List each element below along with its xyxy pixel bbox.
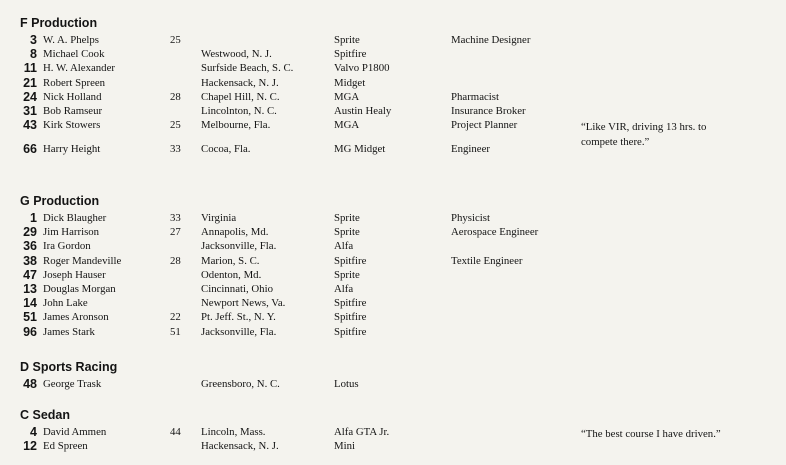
entry-row [20,104,780,118]
entry-row [20,90,780,104]
car-model: Spitfire [334,254,367,267]
car-model: Sprite [334,212,360,224]
car-number: 47 [23,267,37,282]
section-heading: G Production [20,194,100,208]
car-number: 14 [23,296,37,311]
driver-name: John Lake [43,297,88,310]
quote-line: “The best course I have driven.” [581,428,721,440]
quote-best-course [581,427,721,442]
driver-age: 51 [170,325,181,338]
car-model: Lotus [334,378,359,390]
entry-row [20,76,780,90]
car-number: 21 [23,75,37,90]
hometown: Jacksonville, Fla. [201,240,277,253]
car-number: 1 [30,211,37,225]
driver-name: George Trask [43,378,102,390]
car-number: 13 [23,281,37,296]
driver-name: Michael Cook [43,48,105,61]
driver-name: Robert Spreen [43,76,106,89]
driver-name: Kirk Stowers [43,119,101,132]
entry-row [20,325,780,339]
hometown: Chapel Hill, N. C. [201,90,280,103]
entry-row [20,47,780,61]
driver-name: Ed Spreen [43,440,88,453]
driver-name: James Aronson [43,311,109,324]
driver-name: H. W. Alexander [43,62,115,75]
driver-age: 25 [170,34,181,46]
car-number: 4 [30,425,37,439]
car-model: MGA [334,90,360,103]
car-model: Midget [334,76,366,89]
car-number: 43 [23,118,37,133]
car-number: 3 [30,33,37,47]
car-model: Austin Healy [334,104,392,117]
car-number: 36 [23,239,37,254]
driver-name: Joseph Hauser [43,268,106,281]
car-number: 51 [23,310,37,325]
entry-row [20,211,780,225]
driver-name: Nick Holland [43,90,102,103]
occupation: Insurance Broker [451,104,526,117]
entry-row [20,61,780,75]
driver-age: 28 [170,254,181,267]
car-number: 12 [23,439,37,454]
hometown: Surfside Beach, S. C. [201,62,294,75]
hometown: Jacksonville, Fla. [201,325,277,338]
driver-age: 33 [170,212,181,224]
driver-name: Jim Harrison [43,226,100,239]
driver-age: 22 [170,311,181,324]
car-model: Sprite [334,226,360,239]
hometown: Virginia [201,212,237,224]
hometown: Newport News, Va. [201,297,286,310]
entry-row [20,310,780,324]
car-number: 48 [23,377,37,391]
occupation: Engineer [451,143,490,156]
driver-age: 33 [170,143,181,156]
car-model: MG Midget [334,143,386,156]
entry-row [20,296,780,310]
section-heading: C Sedan [20,408,71,422]
hometown: Hackensack, N. J. [201,440,279,453]
entry-row [20,239,780,253]
car-number: 31 [23,103,37,118]
entry-row [20,282,780,296]
hometown: Melbourne, Fla. [201,119,271,132]
driver-name: Bob Ramseur [43,104,103,117]
car-number: 66 [23,142,37,157]
driver-name: Dick Blaugher [43,212,107,224]
driver-name: Ira Gordon [43,240,91,253]
entry-row [20,33,780,47]
driver-age: 44 [170,426,181,438]
car-number: 11 [23,61,37,76]
car-model: Mini [334,440,355,453]
driver-name: Harry Height [43,143,101,156]
hometown: Odenton, Md. [201,268,262,281]
driver-name: Roger Mandeville [43,254,122,267]
occupation: Aerospace Engineer [451,226,539,239]
car-model: Spitfire [334,325,367,338]
hometown: Lincoln, Mass. [201,426,266,438]
entry-row [20,268,780,282]
hometown: Annapolis, Md. [201,226,269,239]
car-model: Sprite [334,34,360,46]
driver-age: 28 [170,90,181,103]
car-number: 38 [23,253,37,268]
hometown: Greensboro, N. C. [201,378,280,390]
quote-line: compete there.” [581,136,650,148]
car-number: 24 [23,89,37,104]
driver-name: W. A. Phelps [43,34,99,46]
hometown: Cincinnati, Ohio [201,282,273,295]
hometown: Hackensack, N. J. [201,76,279,89]
section-g-production [20,194,780,339]
driver-age: 25 [170,119,181,132]
occupation: Machine Designer [451,34,531,46]
driver-age: 27 [170,226,181,239]
car-model: Sprite [334,268,360,281]
hometown: Westwood, N. J. [201,48,272,61]
quote-line: “Like VIR, driving 13 hrs. to [581,121,707,133]
occupation: Physicist [451,212,490,224]
hometown: Cocoa, Fla. [201,143,251,156]
occupation: Pharmacist [451,90,499,103]
car-model: Alfa [334,240,354,253]
car-number: 8 [30,47,37,62]
car-number: 96 [23,324,37,339]
car-number: 29 [23,225,37,240]
hometown: Marion, S. C. [201,254,260,267]
car-model: MGA [334,119,360,132]
driver-name: David Ammen [43,426,107,438]
car-model: Alfa GTA Jr. [334,426,390,438]
car-model: Spitfire [334,297,367,310]
occupation: Textile Engineer [451,254,523,267]
car-model: Spitfire [334,48,367,61]
section-heading: D Sports Racing [20,360,118,374]
entry-row [20,225,780,239]
car-model: Spitfire [334,311,367,324]
entry-row [20,377,780,391]
hometown: Lincolnton, N. C. [201,104,277,117]
hometown: Pt. Jeff. St., N. Y. [201,311,276,324]
occupation: Project Planner [451,119,518,132]
driver-name: James Stark [43,325,95,338]
car-model: Valvo P1800 [334,62,390,75]
driver-name: Douglas Morgan [43,282,116,295]
quote-vir [581,120,706,150]
section-heading: F Production [20,16,98,30]
car-model: Alfa [334,282,354,295]
entry-row [20,254,780,268]
section-d-sports-racing [20,360,780,391]
